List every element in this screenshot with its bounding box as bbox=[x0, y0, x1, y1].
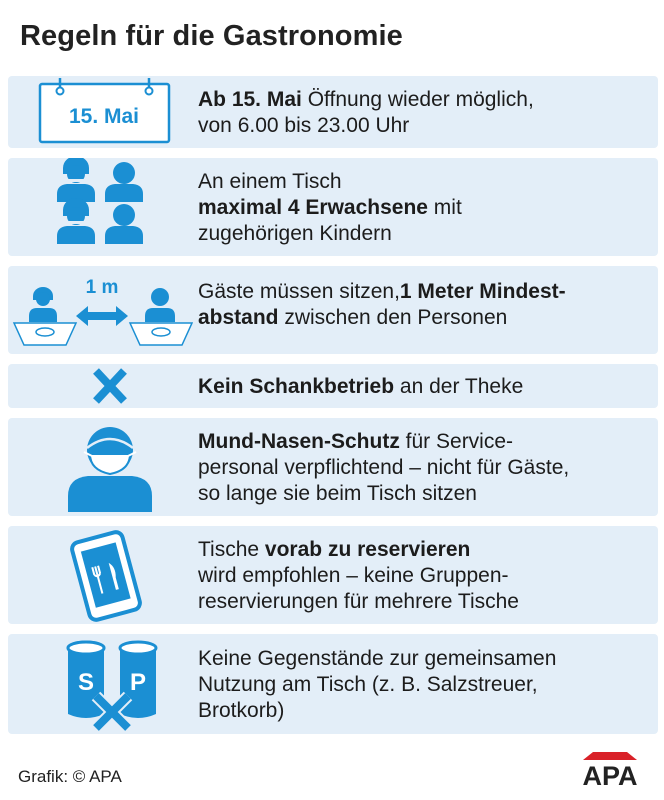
rule-text bbox=[198, 646, 650, 724]
distance-icon bbox=[8, 266, 193, 354]
logo-text: APA bbox=[582, 761, 638, 788]
rule-text-regular: An einem Tisch bbox=[198, 170, 342, 193]
rule-line bbox=[198, 195, 650, 221]
rule-line bbox=[198, 646, 650, 672]
rule-text-regular: für Service- bbox=[399, 430, 514, 453]
apa-logo bbox=[573, 752, 647, 793]
calendar-icon bbox=[8, 76, 193, 148]
rule-text-bold: Ab 15. Mai bbox=[198, 88, 302, 111]
rule-text-bold: maximal 4 Erwachsene bbox=[198, 196, 428, 219]
rule-line bbox=[198, 113, 650, 139]
rule-text-regular: Keine Gegenstände zur gemeinsamen bbox=[198, 647, 557, 670]
calendar-date: 15. Mai bbox=[68, 105, 140, 128]
page-title: Regeln für die Gastronomie bbox=[20, 20, 403, 52]
pepper-letter: P bbox=[129, 669, 147, 696]
rule-text-regular: Öffnung wieder möglich, bbox=[301, 88, 534, 111]
rule-line bbox=[198, 429, 650, 455]
rule-text-regular: reservierungen für mehrere Tische bbox=[198, 590, 519, 613]
salt-letter: S bbox=[77, 669, 95, 696]
four-people-icon bbox=[8, 158, 193, 256]
rule-line bbox=[198, 698, 650, 724]
rule-text-regular: Brotkorb) bbox=[198, 699, 285, 722]
rule-text bbox=[198, 87, 650, 139]
salt-pepper-icon bbox=[8, 634, 193, 734]
rule-line bbox=[198, 589, 650, 615]
rule-text-regular: zugehörigen Kindern bbox=[198, 222, 392, 245]
cross-icon bbox=[8, 364, 193, 408]
rule-line bbox=[198, 279, 650, 305]
rule-line bbox=[198, 672, 650, 698]
rule-line bbox=[198, 221, 650, 247]
rule-row-shared-items bbox=[8, 634, 658, 734]
footer-credit: Grafik: © APA bbox=[18, 767, 122, 786]
rule-text-regular: von 6.00 bis 23.00 Uhr bbox=[198, 114, 410, 137]
rule-row-opening bbox=[8, 76, 658, 148]
rule-text bbox=[198, 279, 650, 331]
rule-text-bold: vorab zu reservieren bbox=[264, 538, 471, 561]
rule-text-regular: mit bbox=[427, 196, 462, 219]
distance-label: 1 m bbox=[85, 277, 119, 298]
rule-text bbox=[198, 374, 650, 400]
rule-text-bold: abstand bbox=[198, 306, 279, 329]
rule-text-regular: so lange sie beim Tisch sitzen bbox=[198, 482, 477, 505]
rule-text-regular: personal verpflichtend – nicht für Gäste, bbox=[198, 456, 570, 479]
rule-text bbox=[198, 537, 650, 615]
mask-person-icon bbox=[8, 418, 193, 516]
rule-text bbox=[198, 429, 650, 507]
rule-text-regular: Tische bbox=[198, 538, 265, 561]
rule-row-no-bar bbox=[8, 364, 658, 408]
rule-text-bold: Kein Schankbetrieb bbox=[198, 375, 395, 398]
rule-row-reservation bbox=[8, 526, 658, 624]
rule-text-bold: Mund-Nasen-Schutz bbox=[198, 430, 400, 453]
rule-row-table-limit bbox=[8, 158, 658, 256]
rule-line bbox=[198, 481, 650, 507]
rule-text-regular: Nutzung am Tisch (z. B. Salzstreuer, bbox=[198, 673, 538, 696]
rule-line bbox=[198, 563, 650, 589]
rule-line bbox=[198, 537, 650, 563]
rule-text-regular: an der Theke bbox=[394, 375, 524, 398]
rule-text bbox=[198, 169, 650, 247]
rule-line bbox=[198, 374, 650, 400]
rule-text-regular: Gäste müssen sitzen, bbox=[198, 280, 400, 303]
rule-text-bold: 1 Meter Mindest- bbox=[399, 280, 566, 303]
rule-row-mask bbox=[8, 418, 658, 516]
rule-text-regular: zwischen den Personen bbox=[278, 306, 508, 329]
rule-line bbox=[198, 87, 650, 113]
rule-line bbox=[198, 169, 650, 195]
rule-text-regular: wird empfohlen – keine Gruppen- bbox=[198, 564, 509, 587]
rule-row-distance bbox=[8, 266, 658, 354]
phone-reservation-icon bbox=[8, 526, 193, 624]
rule-line bbox=[198, 455, 650, 481]
rule-line bbox=[198, 305, 650, 331]
